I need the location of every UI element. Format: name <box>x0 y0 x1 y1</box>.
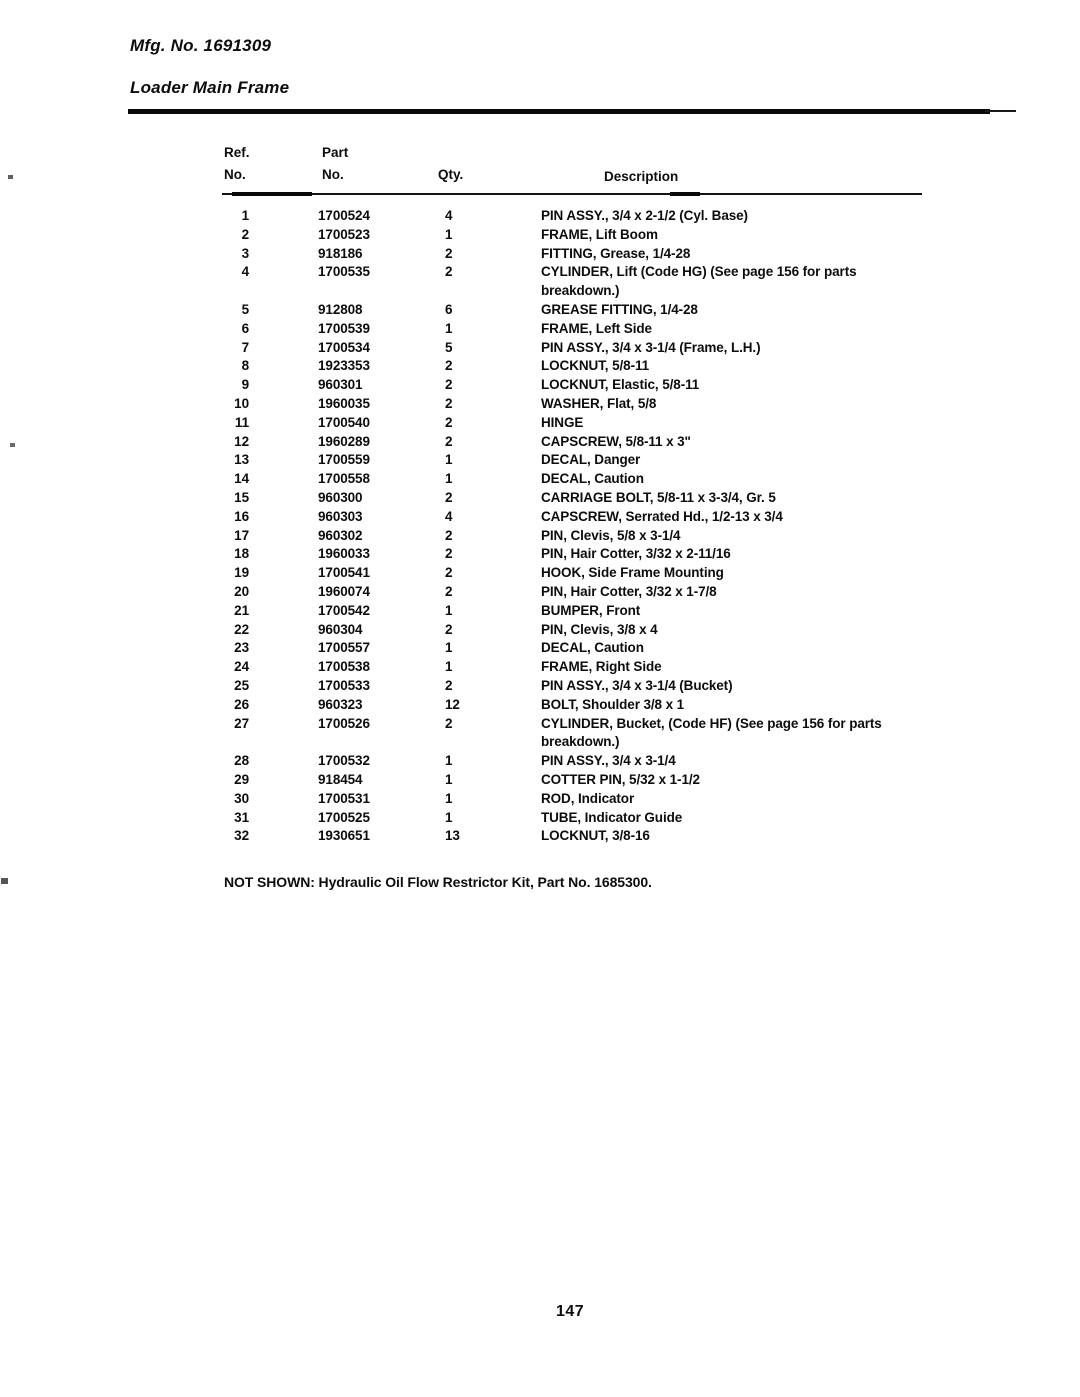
part-no-cell: 1700558 <box>318 471 370 487</box>
ref-no-cell: 6 <box>241 320 249 336</box>
ref-no-cell: 23 <box>234 640 249 656</box>
ref-no-cell: 20 <box>234 583 249 599</box>
header-rule <box>128 109 990 114</box>
part-no-cell: 1700557 <box>318 640 370 656</box>
qty-cell: 1 <box>445 659 453 675</box>
description-cell: PIN ASSY., 3/4 x 3-1/4 <box>541 753 676 769</box>
qty-cell: 2 <box>445 264 453 280</box>
description-cell: LOCKNUT, 5/8-11 <box>541 358 650 374</box>
description-cell: GREASE FITTING, 1/4-28 <box>541 301 698 317</box>
ref-no-cell: 12 <box>234 433 249 449</box>
description-cell: WASHER, Flat, 5/8 <box>541 395 657 411</box>
table-row <box>0 677 1080 696</box>
table-row <box>0 433 1080 452</box>
ref-no-cell: 4 <box>241 264 249 280</box>
qty-cell: 4 <box>445 508 453 524</box>
column-header-ref-no <box>224 142 250 186</box>
description-cell: LOCKNUT, 3/8-16 <box>541 828 650 844</box>
description-cell: PIN ASSY., 3/4 x 3-1/4 (Frame, L.H.) <box>541 339 761 355</box>
part-no-cell: 912808 <box>318 301 363 317</box>
qty-cell: 12 <box>445 696 460 712</box>
qty-cell: 1 <box>445 809 453 825</box>
qty-cell: 1 <box>445 226 453 242</box>
ref-no-cell: 19 <box>234 565 249 581</box>
ref-no-cell: 2 <box>241 226 249 242</box>
qty-cell: 6 <box>445 301 453 317</box>
description-cell: BOLT, Shoulder 3/8 x 1 <box>541 696 685 712</box>
part-no-cell: 960303 <box>318 508 363 524</box>
description-cell: PIN ASSY., 3/4 x 3-1/4 (Bucket) <box>541 677 733 693</box>
table-row <box>0 470 1080 489</box>
part-no-cell: 960302 <box>318 527 363 543</box>
ref-no-cell: 24 <box>234 659 249 675</box>
scan-speck <box>1 878 8 884</box>
description-cell: HOOK, Side Frame Mounting <box>541 565 724 581</box>
mfg-number: Mfg. No. 1691309 <box>130 36 272 55</box>
description-cell: FITTING, Grease, 1/4-28 <box>541 245 691 261</box>
ref-no-cell: 10 <box>234 395 249 411</box>
table-row <box>0 357 1080 376</box>
section-title: Loader Main Frame <box>130 78 290 97</box>
description-cell: FRAME, Right Side <box>541 659 662 675</box>
part-no-cell: 1923353 <box>318 358 370 374</box>
qty-cell: 2 <box>445 489 453 505</box>
qty-cell: 13 <box>445 828 460 844</box>
table-row <box>0 395 1080 414</box>
ref-no-cell: 5 <box>241 301 249 317</box>
ref-no-cell: 27 <box>234 715 249 731</box>
part-no-cell: 1700540 <box>318 414 370 430</box>
part-no-cell: 1700539 <box>318 320 370 336</box>
description-cell: COTTER PIN, 5/32 x 1-1/2 <box>541 771 700 787</box>
qty-cell: 1 <box>445 452 453 468</box>
ref-no-cell: 22 <box>234 621 249 637</box>
table-header-underline <box>222 193 922 195</box>
description-cell: BUMPER, Front <box>541 602 641 618</box>
part-no-cell: 1700559 <box>318 452 370 468</box>
table-row <box>0 564 1080 583</box>
part-no-cell: 1700531 <box>318 790 370 806</box>
part-no-cell: 1700525 <box>318 809 370 825</box>
ref-no-cell: 11 <box>234 414 249 430</box>
qty-cell: 2 <box>445 546 453 562</box>
part-no-cell: 1700541 <box>318 565 370 581</box>
ref-no-cell: 18 <box>234 546 249 562</box>
part-no-cell: 1700535 <box>318 264 370 280</box>
description-cell: CYLINDER, Lift (Code HG) (See page 156 for parts breakdown.) <box>541 264 857 299</box>
qty-cell: 2 <box>445 245 453 261</box>
part-no-cell: 1700533 <box>318 677 370 693</box>
column-header-part-no <box>322 142 348 186</box>
description-cell: PIN, Hair Cotter, 3/32 x 2-11/16 <box>541 546 731 562</box>
table-row <box>0 771 1080 790</box>
table-row <box>0 752 1080 771</box>
ref-no-cell: 3 <box>241 245 249 261</box>
ref-no-cell: 28 <box>234 753 249 769</box>
ref-no-cell: 26 <box>234 696 249 712</box>
ref-no-cell: 32 <box>234 828 249 844</box>
qty-cell: 2 <box>445 395 453 411</box>
qty-cell: 1 <box>445 640 453 656</box>
column-header-part-line1: Part <box>322 145 349 160</box>
qty-cell: 2 <box>445 433 453 449</box>
qty-cell: 2 <box>445 527 453 543</box>
part-no-cell: 1700538 <box>318 659 370 675</box>
table-row <box>0 414 1080 433</box>
ref-no-cell: 15 <box>234 489 249 505</box>
description-cell: DECAL, Danger <box>541 452 641 468</box>
table-row <box>0 827 1080 846</box>
qty-cell: 1 <box>445 320 453 336</box>
part-no-cell: 1930651 <box>318 828 370 844</box>
ref-no-cell: 29 <box>234 771 249 787</box>
part-no-cell: 960304 <box>318 621 363 637</box>
description-cell: LOCKNUT, Elastic, 5/8-11 <box>541 377 700 393</box>
description-cell: CAPSCREW, Serrated Hd., 1/2-13 x 3/4 <box>541 508 783 524</box>
qty-cell: 1 <box>445 753 453 769</box>
table-row <box>0 226 1080 245</box>
scan-speck <box>8 175 13 179</box>
description-cell: FRAME, Lift Boom <box>541 226 658 242</box>
table-row <box>0 545 1080 564</box>
qty-cell: 2 <box>445 583 453 599</box>
table-row <box>0 489 1080 508</box>
part-no-cell: 1700524 <box>318 208 370 223</box>
table-row <box>0 301 1080 320</box>
part-no-cell: 960323 <box>318 696 363 712</box>
qty-cell: 2 <box>445 414 453 430</box>
part-no-cell: 960300 <box>318 489 363 505</box>
ref-no-cell: 31 <box>234 809 249 825</box>
table-row <box>0 583 1080 602</box>
table-row <box>0 263 1080 301</box>
table-row <box>0 320 1080 339</box>
ref-no-cell: 25 <box>234 677 249 693</box>
qty-cell: 1 <box>445 790 453 806</box>
part-no-cell: 1960033 <box>318 546 370 562</box>
column-header-ref-line2: No. <box>224 167 246 182</box>
description-cell: DECAL, Caution <box>541 640 644 656</box>
part-no-cell: 1960289 <box>318 433 370 449</box>
part-no-cell: 1700532 <box>318 753 370 769</box>
part-no-cell: 1700526 <box>318 715 370 731</box>
description-cell: PIN, Clevis, 5/8 x 3-1/4 <box>541 527 681 543</box>
qty-cell: 4 <box>445 208 453 223</box>
qty-cell: 5 <box>445 339 453 355</box>
column-header-ref-line1: Ref. <box>224 145 250 160</box>
ref-no-cell: 17 <box>234 527 249 543</box>
description-cell: PIN ASSY., 3/4 x 2-1/2 (Cyl. Base) <box>541 208 748 223</box>
ref-no-cell: 30 <box>234 790 249 806</box>
description-cell: DECAL, Caution <box>541 471 644 487</box>
table-row <box>0 621 1080 640</box>
scan-speck <box>10 443 15 447</box>
ref-no-cell: 14 <box>234 471 249 487</box>
description-cell: PIN, Hair Cotter, 3/32 x 1-7/8 <box>541 583 717 599</box>
table-row <box>0 376 1080 395</box>
qty-cell: 1 <box>445 771 453 787</box>
part-no-cell: 1700542 <box>318 602 370 618</box>
description-cell: ROD, Indicator <box>541 790 635 806</box>
description-cell: CARRIAGE BOLT, 5/8-11 x 3-3/4, Gr. 5 <box>541 489 776 505</box>
table-row <box>0 245 1080 264</box>
ref-no-cell: 21 <box>234 602 249 618</box>
table-row <box>0 696 1080 715</box>
part-no-cell: 1960035 <box>318 395 370 411</box>
table-row <box>0 809 1080 828</box>
header-rule-tail <box>985 110 1016 112</box>
ref-no-cell: 13 <box>234 452 249 468</box>
qty-cell: 2 <box>445 677 453 693</box>
column-header-part-line2: No. <box>322 167 344 182</box>
column-header-qty: Qty. <box>438 167 464 182</box>
table-row <box>0 639 1080 658</box>
qty-cell: 2 <box>445 715 453 731</box>
ref-no-cell: 16 <box>234 508 249 524</box>
description-cell: PIN, Clevis, 3/8 x 4 <box>541 621 658 637</box>
table-row <box>0 790 1080 809</box>
part-no-cell: 918186 <box>318 245 363 261</box>
qty-cell: 2 <box>445 377 453 393</box>
table-row <box>0 451 1080 470</box>
table-row <box>0 207 1080 226</box>
part-no-cell: 1960074 <box>318 583 370 599</box>
ref-no-cell: 1 <box>241 208 249 223</box>
description-cell: FRAME, Left Side <box>541 320 652 336</box>
table-row <box>0 527 1080 546</box>
qty-cell: 2 <box>445 358 453 374</box>
description-cell: CAPSCREW, 5/8-11 x 3" <box>541 433 691 449</box>
part-no-cell: 1700523 <box>318 226 370 242</box>
ref-no-cell: 9 <box>241 377 249 393</box>
table-row <box>0 339 1080 358</box>
table-row <box>0 715 1080 753</box>
ref-no-cell: 8 <box>241 358 249 374</box>
part-no-cell: 918454 <box>318 771 363 787</box>
table-row <box>0 508 1080 527</box>
page-number: 147 <box>556 1303 585 1320</box>
qty-cell: 2 <box>445 621 453 637</box>
parts-table-body <box>0 207 1080 846</box>
description-cell: CYLINDER, Bucket, (Code HF) (See page 156 for parts breakdown.) <box>541 715 882 750</box>
not-shown-note: NOT SHOWN: Hydraulic Oil Flow Restrictor Kit, Part No. 1685300. <box>224 874 652 890</box>
column-header-description: Description <box>604 169 679 184</box>
table-row <box>0 658 1080 677</box>
qty-cell: 1 <box>445 471 453 487</box>
part-no-cell: 960301 <box>318 377 363 393</box>
ref-no-cell: 7 <box>241 339 249 355</box>
qty-cell: 1 <box>445 602 453 618</box>
qty-cell: 2 <box>445 565 453 581</box>
description-cell: TUBE, Indicator Guide <box>541 809 683 825</box>
description-cell: HINGE <box>541 414 584 430</box>
table-row <box>0 602 1080 621</box>
part-no-cell: 1700534 <box>318 339 370 355</box>
